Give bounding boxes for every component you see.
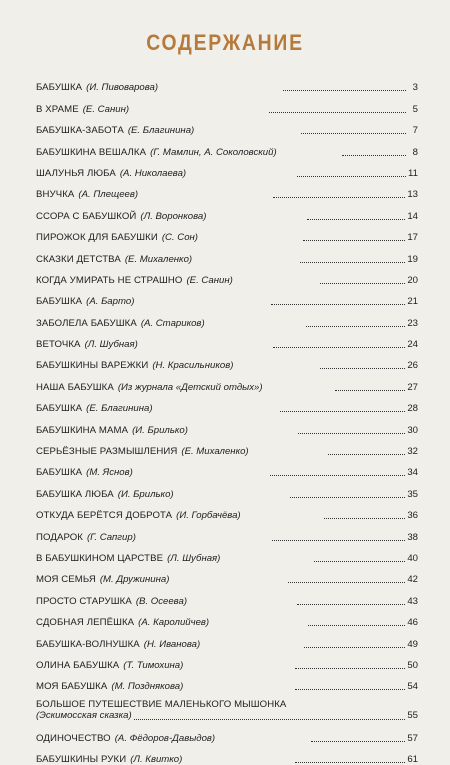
entry-title: ОДИНОЧЕСТВО	[36, 732, 111, 744]
entry-author: (С. Сон)	[161, 232, 199, 244]
entry-title: В ХРАМЕ	[36, 103, 79, 115]
entry-title: ПОДАРОК	[36, 531, 83, 543]
entry-title: ПИРОЖОК ДЛЯ БАБУШКИ	[36, 232, 158, 244]
entry-author: (И. Пивоварова)	[86, 82, 159, 94]
entry-author: (А. Барто)	[86, 296, 135, 308]
entry-title: ОЛИНА БАБУШКА	[36, 659, 120, 671]
entry-page: 42	[407, 574, 418, 586]
entry-title: СЕРЬЁЗНЫЕ РАЗМЫШЛЕНИЯ	[36, 446, 178, 458]
entry-title: БАБУШКИНА МАМА	[36, 424, 129, 436]
entry-title: СДОБНАЯ ЛЕПЁШКА	[36, 617, 135, 629]
dot-leader	[271, 303, 405, 305]
dot-leader	[324, 517, 405, 519]
entry-author: (Л. Шубная)	[84, 339, 138, 351]
toc-entry	[36, 329, 418, 350]
toc-entry	[36, 436, 418, 457]
entry-title: ОТКУДА БЕРЁТСЯ ДОБРОТА	[36, 510, 173, 522]
toc-entry	[36, 179, 418, 200]
entry-author: (Эскимосская сказка)	[36, 710, 132, 722]
entry-page: 26	[407, 360, 418, 372]
entry-author: (Л. Воронкова)	[140, 210, 207, 222]
dot-leader	[280, 410, 405, 412]
entry-page: 36	[407, 510, 418, 522]
toc-entry	[36, 115, 418, 136]
toc-entry	[36, 692, 418, 722]
toc-entry	[36, 671, 418, 692]
toc-entry	[36, 650, 418, 671]
entry-page: 57	[407, 732, 418, 744]
dot-leader	[273, 346, 406, 348]
entry-page: 11	[408, 167, 418, 179]
entry-page: 7	[412, 125, 418, 137]
entry-title: КОГДА УМИРАТЬ НЕ СТРАШНО	[36, 274, 183, 286]
entry-title: БАБУШКИНА ВЕШАЛКА	[36, 146, 147, 158]
entry-title: МОЯ БАБУШКА	[36, 681, 108, 693]
toc-entry	[36, 243, 418, 264]
entry-author: (Н. Красильников)	[152, 360, 234, 372]
entry-author: (А. Николаева)	[119, 167, 187, 179]
entry-title: ВНУЧКА	[36, 189, 75, 201]
entry-author: (М. Позднякова)	[111, 681, 184, 693]
dot-leader	[295, 688, 405, 690]
dot-leader	[295, 667, 405, 669]
entry-author: (Из журнала «Детский отдых»)	[117, 381, 263, 393]
entry-page: 61	[407, 754, 418, 765]
entry-page: 50	[407, 659, 418, 671]
dot-leader	[297, 175, 406, 177]
entry-author: (М. Яснов)	[86, 467, 133, 479]
entry-page: 40	[407, 552, 418, 564]
toc-entry	[36, 564, 418, 585]
entry-page: 13	[407, 189, 418, 201]
dot-leader	[304, 646, 406, 648]
dot-leader	[320, 367, 405, 369]
entry-title: БОЛЬШОЕ ПУТЕШЕСТВИЕ МАЛЕНЬКОГО МЫШОНКА	[36, 699, 287, 711]
dot-leader	[295, 761, 406, 763]
entry-title: ССОРА С БАБУШКОЙ	[36, 210, 137, 222]
dot-leader	[311, 740, 405, 742]
table-of-contents	[36, 72, 418, 765]
dot-leader	[272, 539, 406, 541]
dot-leader	[283, 89, 406, 91]
toc-entry	[36, 628, 418, 649]
entry-author: (Е. Санин)	[82, 103, 130, 115]
dot-leader	[290, 496, 405, 498]
entry-page: 34	[407, 467, 418, 479]
entry-title: БАБУШКА-ЗАБОТА	[36, 125, 124, 137]
dot-leader	[320, 282, 405, 284]
entry-title: НАША БАБУШКА	[36, 381, 114, 393]
toc-entry	[36, 136, 418, 157]
dot-leader	[342, 154, 406, 156]
page-title: СОДЕРЖАНИЕ	[146, 30, 304, 55]
toc-entry	[36, 744, 418, 765]
entry-page: 20	[407, 274, 418, 286]
entry-author: (А. Стариков)	[140, 317, 205, 329]
dot-leader	[298, 432, 406, 434]
entry-author: (М. Дружинина)	[99, 574, 170, 586]
entry-page: 43	[407, 595, 418, 607]
dot-leader	[328, 453, 405, 455]
toc-entry	[36, 93, 418, 114]
toc-entry	[36, 607, 418, 628]
entry-author: (В. Осеева)	[135, 595, 188, 607]
entry-page: 32	[407, 446, 418, 458]
toc-entry	[36, 414, 418, 435]
toc-entry	[36, 500, 418, 521]
entry-author: (Л. Квитко)	[130, 754, 183, 765]
entry-page: 55	[407, 710, 418, 722]
entry-title: СКАЗКИ ДЕТСТВА	[36, 253, 121, 265]
toc-entry	[36, 72, 418, 93]
entry-title: ЗАБОЛЕЛА БАБУШКА	[36, 317, 137, 329]
dot-leader	[134, 718, 406, 720]
entry-author: (Е. Благинина)	[86, 403, 153, 415]
toc-entry	[36, 265, 418, 286]
entry-author: (Е. Михаленко)	[181, 446, 249, 458]
entry-author: (Е. Санин)	[186, 274, 233, 286]
dot-leader	[303, 239, 406, 241]
entry-author: (Н. Иванова)	[143, 638, 201, 650]
entry-author: (И. Брилько)	[117, 488, 174, 500]
entry-page: 8	[412, 146, 418, 158]
entry-page: 24	[407, 339, 418, 351]
toc-entry	[36, 307, 418, 328]
entry-author: (И. Брилько)	[132, 424, 188, 436]
entry-title: БАБУШКИНЫ РУКИ	[36, 754, 127, 765]
entry-title: БАБУШКА	[36, 296, 83, 308]
toc-entry	[36, 350, 418, 371]
toc-entry	[36, 158, 418, 179]
entry-page: 27	[407, 381, 418, 393]
entry-author: (Е. Благинина)	[127, 125, 195, 137]
entry-title: ВЕТОЧКА	[36, 339, 81, 351]
dot-leader	[308, 624, 405, 626]
entry-page: 3	[412, 82, 418, 94]
entry-page: 23	[407, 317, 418, 329]
entry-page: 38	[407, 531, 418, 543]
toc-entry	[36, 371, 418, 392]
entry-page: 14	[407, 210, 418, 222]
entry-title: БАБУШКА	[36, 403, 83, 415]
entry-author: (А. Фёдоров-Давыдов)	[114, 732, 216, 744]
entry-title: ПРОСТО СТАРУШКА	[36, 595, 132, 607]
dot-leader	[270, 474, 405, 476]
entry-page: 30	[407, 424, 418, 436]
dot-leader	[335, 389, 405, 391]
entry-title: БАБУШКА	[36, 467, 83, 479]
entry-page: 46	[407, 617, 418, 629]
entry-title: БАБУШКА	[36, 82, 83, 94]
dot-leader	[269, 111, 406, 113]
dot-leader	[307, 218, 405, 220]
entry-author: (Т. Тимохина)	[123, 659, 184, 671]
toc-entry	[36, 478, 418, 499]
entry-title: ШАЛУНЬЯ ЛЮБА	[36, 167, 116, 179]
entry-author: (Г. Мамлин, А. Соколовский)	[150, 146, 277, 158]
toc-entry	[36, 722, 418, 743]
entry-author: (Г. Сапгир)	[86, 531, 136, 543]
toc-entry	[36, 286, 418, 307]
entry-title: БАБУШКИНЫ ВАРЕЖКИ	[36, 360, 149, 372]
toc-entry	[36, 543, 418, 564]
entry-page: 5	[412, 103, 418, 115]
entry-author: (Е. Михаленко)	[124, 253, 193, 265]
toc-entry	[36, 393, 418, 414]
entry-title: МОЯ СЕМЬЯ	[36, 574, 96, 586]
dot-leader	[301, 132, 406, 134]
dot-leader	[273, 196, 406, 198]
entry-title: В БАБУШКИНОМ ЦАРСТВЕ	[36, 552, 164, 564]
entry-author: (А. Каролийчев)	[138, 617, 210, 629]
dot-leader	[300, 261, 406, 263]
entry-page: 19	[407, 253, 418, 265]
entry-title: БАБУШКА ЛЮБА	[36, 488, 114, 500]
entry-page: 21	[407, 296, 418, 308]
entry-author: (Л. Шубная)	[167, 552, 221, 564]
dot-leader	[306, 325, 405, 327]
dot-leader	[314, 560, 405, 562]
toc-entry	[36, 585, 418, 606]
entry-page: 28	[407, 403, 418, 415]
entry-page: 17	[407, 232, 418, 244]
dot-leader	[288, 581, 405, 583]
entry-author: (И. Горбачёва)	[176, 510, 241, 522]
entry-title: БАБУШКА-ВОЛНУШКА	[36, 638, 140, 650]
toc-entry	[36, 521, 418, 542]
dot-leader	[297, 603, 405, 605]
entry-page: 54	[407, 681, 418, 693]
toc-entry	[36, 200, 418, 221]
entry-page: 49	[407, 638, 418, 650]
entry-page: 35	[407, 488, 418, 500]
toc-entry	[36, 457, 418, 478]
entry-author: (А. Плещеев)	[78, 189, 139, 201]
toc-entry	[36, 222, 418, 243]
